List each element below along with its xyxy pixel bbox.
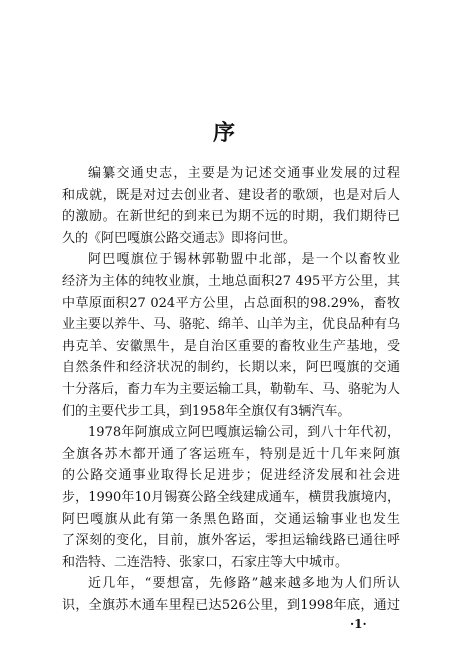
paragraph-line: 经济为主体的纯牧业旗，土地总面积27 495平方公里，其 [62,273,400,289]
paragraph-line: 十分落后，畜力车为主要运输工具，勒勒车、马、骆驼为人 [62,381,400,397]
page-title: 序 [212,120,237,146]
paragraph-line: 识，全旗苏木通车里程已达526公里，到1998年底，通过 [62,597,400,613]
paragraph-line: 中草原面积27 024平方公里，占总面积的98.29%，畜牧 [62,295,400,311]
paragraph-line: 业主要以养牛、马、骆驼、绵羊、山羊为主，优良品种有乌 [62,317,400,333]
paragraph-line: 编纂交通史志，主要是为记述交通事业发展的过程 [88,166,400,181]
page-number: ·1· [350,617,367,631]
paragraph-line: 了深刻的变化，目前，旗外客运，零担运输线路已通往呼 [62,533,400,549]
paragraph-line: 们的主要代步工具，到1958年全旗仅有3辆汽车。 [62,403,351,419]
paragraph-line: 全旗各苏木都开通了客运班车，特别是近十几年来阿旗 [62,446,400,462]
paragraph-line: 近几年，“要想富，先修路”越来越多地为人们所认 [88,576,400,592]
paragraph-line: 阿巴嘎旗位于锡林郭勒盟中北部，是一个以畜牧业 [88,252,400,268]
paragraph-line: 1978年阿旗成立阿巴嘎旗运输公司，到八十年代初， [88,425,400,441]
paragraph-line: 自然条件和经济状况的制约，长期以来，阿巴嘎旗的交通 [62,360,400,376]
paragraph-line: 和成就，既是对过去创业者、建设者的歌颂，也是对后人 [62,187,400,203]
paragraph-line: 步，1990年10月锡赛公路全线建成通车，横贯我旗境内， [62,489,400,505]
paragraph-line: 的激励。在新世纪的到来已为期不远的时期，我们期待已 [62,209,400,225]
paragraph-line: 冉克羊、安徽黑牛，是自治区重要的畜牧业生产基地，受 [62,338,400,354]
paragraph-line: 阿巴嘎旗从此有第一条黑色路面，交通运输事业也发生 [62,511,400,527]
body-text [62,163,400,616]
paragraph-line: 和浩特、二连浩特、张家口，石家庄等大中城市。 [62,554,349,570]
paragraph-line: 的公路交通事业取得长足进步；促进经济发展和社会进 [62,468,400,484]
paragraph-line: 久的《阿巴嘎旗公路交通志》即将问世。 [62,230,297,246]
